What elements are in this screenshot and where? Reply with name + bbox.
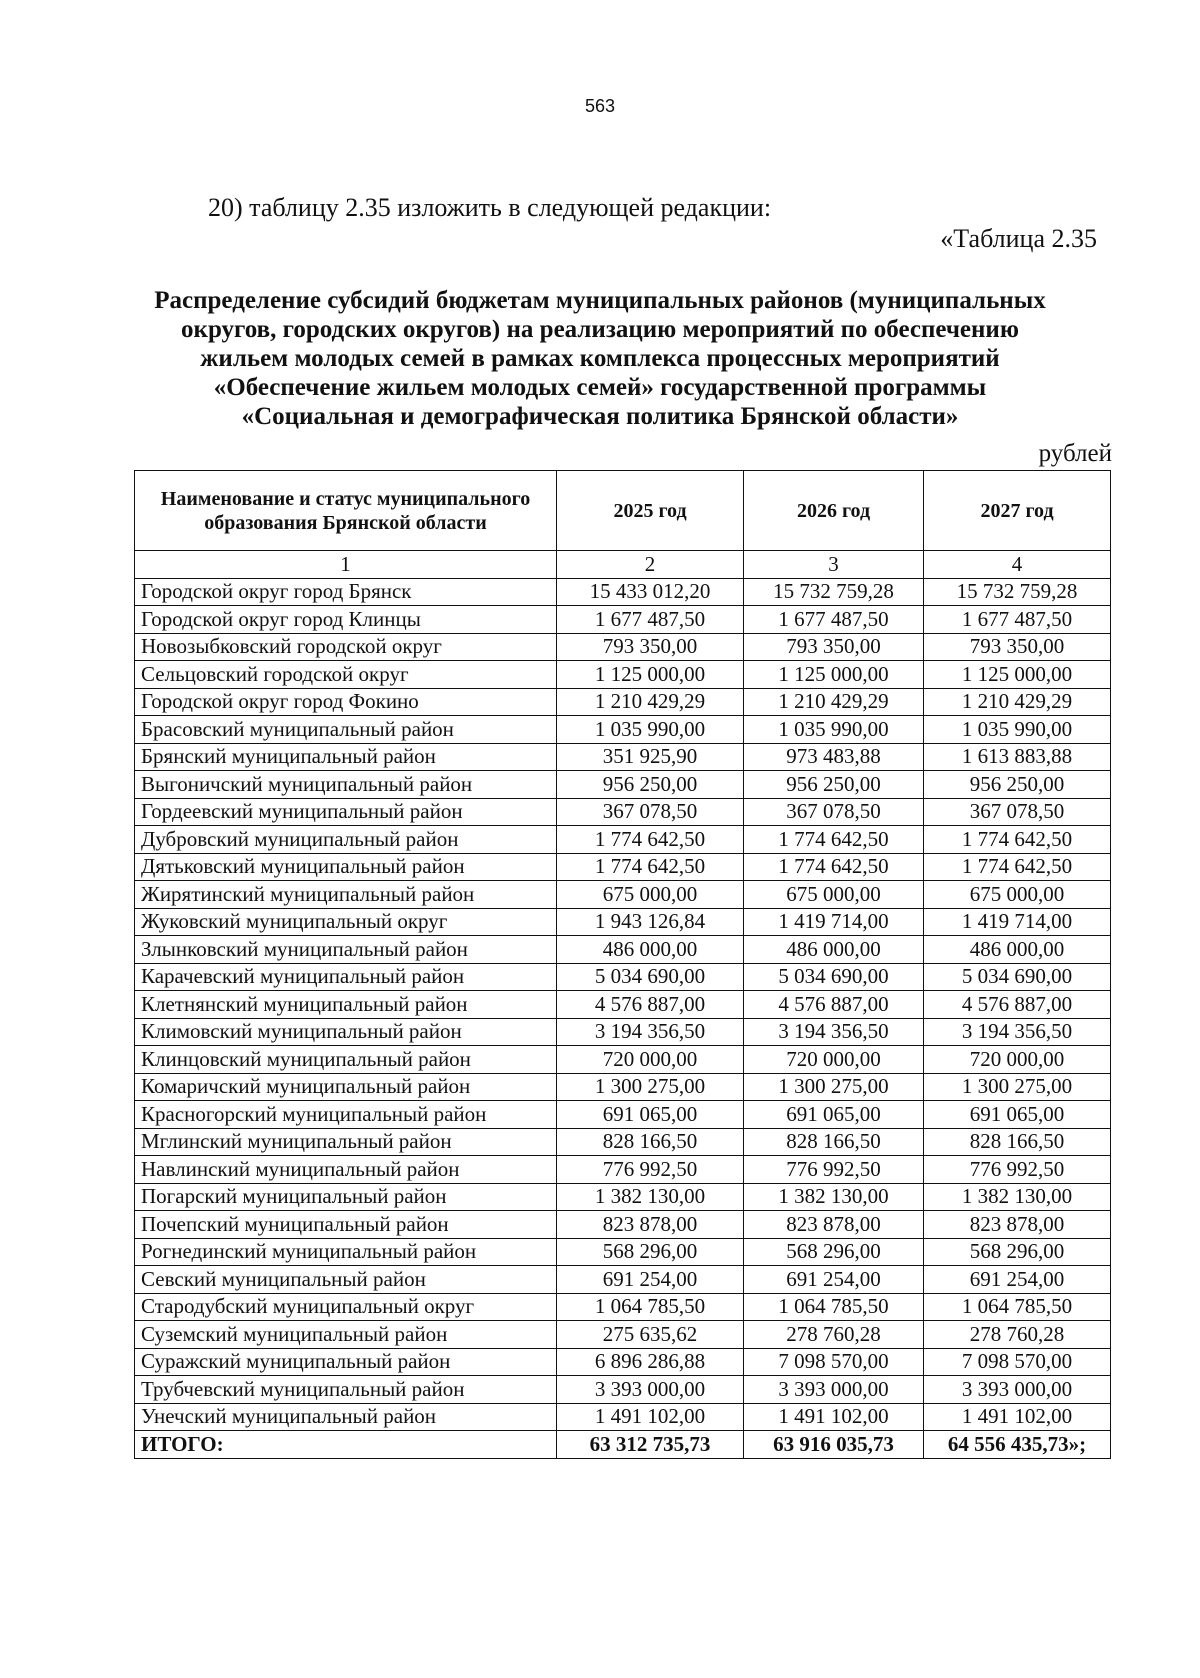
- table-header-row: [135, 471, 1111, 551]
- table-row: [135, 1183, 1111, 1211]
- title-line: «Обеспечение жильем молодых семей» государственной программы: [213, 374, 987, 401]
- row-municipality: Климовский муниципальный район: [135, 1018, 557, 1046]
- row-value-2027: 486 000,00: [924, 936, 1111, 964]
- row-municipality: Сельцовский городской округ: [135, 661, 557, 689]
- row-value-2025: 1 677 487,50: [557, 606, 744, 634]
- row-value-2025: 1 382 130,00: [557, 1183, 744, 1211]
- row-value-2026: 691 254,00: [744, 1266, 924, 1294]
- row-value-2025: 351 925,90: [557, 743, 744, 771]
- row-value-2026: 691 065,00: [744, 1101, 924, 1129]
- row-municipality: Клетнянский муниципальный район: [135, 991, 557, 1019]
- row-value-2026: 4 576 887,00: [744, 991, 924, 1019]
- row-value-2027: 5 034 690,00: [924, 963, 1111, 991]
- table-row: [135, 1211, 1111, 1239]
- document-title: [80, 286, 1120, 431]
- row-value-2026: 973 483,88: [744, 743, 924, 771]
- table-row: [135, 1348, 1111, 1376]
- row-value-2026: 1 125 000,00: [744, 661, 924, 689]
- table-row: [135, 908, 1111, 936]
- table-reference: «Таблица 2.35: [940, 224, 1097, 253]
- row-municipality: Новозыбковский городской округ: [135, 633, 557, 661]
- table-row: [135, 633, 1111, 661]
- column-index: 3: [744, 551, 924, 579]
- title-line: округов, городских округов) на реализацию мероприятий по обеспечению: [181, 316, 1019, 343]
- table-row: [135, 606, 1111, 634]
- row-value-2025: 5 034 690,00: [557, 963, 744, 991]
- row-value-2026: 1 774 642,50: [744, 853, 924, 881]
- row-value-2025: 1 300 275,00: [557, 1073, 744, 1101]
- table-row: [135, 688, 1111, 716]
- table-row: [135, 1321, 1111, 1349]
- row-value-2025: 3 393 000,00: [557, 1376, 744, 1404]
- row-municipality: Суражский муниципальный район: [135, 1348, 557, 1376]
- row-municipality: Городской округ город Фокино: [135, 688, 557, 716]
- row-value-2025: 1 210 429,29: [557, 688, 744, 716]
- table-row: [135, 936, 1111, 964]
- column-index-row: [135, 551, 1111, 579]
- column-index: 2: [557, 551, 744, 579]
- row-municipality: Жуковский муниципальный округ: [135, 908, 557, 936]
- row-value-2026: 3 393 000,00: [744, 1376, 924, 1404]
- row-value-2025: 15 433 012,20: [557, 578, 744, 606]
- row-value-2026: 776 992,50: [744, 1156, 924, 1184]
- row-value-2027: 1 300 275,00: [924, 1073, 1111, 1101]
- table-row: [135, 1046, 1111, 1074]
- table-row: [135, 1266, 1111, 1294]
- row-value-2027: 823 878,00: [924, 1211, 1111, 1239]
- row-value-2027: 15 732 759,28: [924, 578, 1111, 606]
- table-row: [135, 853, 1111, 881]
- row-municipality: Комаричский муниципальный район: [135, 1073, 557, 1101]
- row-municipality: Клинцовский муниципальный район: [135, 1046, 557, 1074]
- row-value-2025: 568 296,00: [557, 1238, 744, 1266]
- row-value-2027: 1 613 883,88: [924, 743, 1111, 771]
- row-value-2027: 1 382 130,00: [924, 1183, 1111, 1211]
- total-row: [135, 1431, 1111, 1459]
- row-value-2027: 1 774 642,50: [924, 853, 1111, 881]
- table-row: [135, 1403, 1111, 1431]
- row-value-2026: 367 078,50: [744, 798, 924, 826]
- table-row: [135, 1293, 1111, 1321]
- table-row: [135, 661, 1111, 689]
- row-municipality: Унечский муниципальный район: [135, 1403, 557, 1431]
- row-value-2027: 1 774 642,50: [924, 826, 1111, 854]
- header-2026: 2026 год: [744, 471, 924, 551]
- row-value-2026: 1 419 714,00: [744, 908, 924, 936]
- row-value-2026: 1 300 275,00: [744, 1073, 924, 1101]
- row-value-2027: 793 350,00: [924, 633, 1111, 661]
- row-municipality: Городской округ город Клинцы: [135, 606, 557, 634]
- row-municipality: Суземский муниципальный район: [135, 1321, 557, 1349]
- row-value-2026: 568 296,00: [744, 1238, 924, 1266]
- row-municipality: Гордеевский муниципальный район: [135, 798, 557, 826]
- row-value-2027: 568 296,00: [924, 1238, 1111, 1266]
- row-value-2027: 1 677 487,50: [924, 606, 1111, 634]
- row-municipality: Дятьковский муниципальный район: [135, 853, 557, 881]
- row-value-2026: 1 064 785,50: [744, 1293, 924, 1321]
- row-value-2027: 691 065,00: [924, 1101, 1111, 1129]
- row-municipality: Выгоничский муниципальный район: [135, 771, 557, 799]
- row-municipality: Мглинский муниципальный район: [135, 1128, 557, 1156]
- row-municipality: Навлинский муниципальный район: [135, 1156, 557, 1184]
- total-2027: 64 556 435,73»;: [924, 1431, 1111, 1459]
- row-municipality: Трубчевский муниципальный район: [135, 1376, 557, 1404]
- row-value-2026: 1 210 429,29: [744, 688, 924, 716]
- header-2027: 2027 год: [924, 471, 1111, 551]
- table-row: [135, 1101, 1111, 1129]
- row-value-2026: 675 000,00: [744, 881, 924, 909]
- row-value-2025: 3 194 356,50: [557, 1018, 744, 1046]
- row-municipality: Злынковский муниципальный район: [135, 936, 557, 964]
- row-value-2025: 1 491 102,00: [557, 1403, 744, 1431]
- total-2026: 63 916 035,73: [744, 1431, 924, 1459]
- row-value-2026: 278 760,28: [744, 1321, 924, 1349]
- title-line: жильем молодых семей в рамках комплекса процессных мероприятий: [200, 345, 1000, 372]
- table-row: [135, 1018, 1111, 1046]
- row-value-2027: 675 000,00: [924, 881, 1111, 909]
- row-value-2026: 15 732 759,28: [744, 578, 924, 606]
- row-value-2027: 956 250,00: [924, 771, 1111, 799]
- row-value-2027: 720 000,00: [924, 1046, 1111, 1074]
- row-municipality: Красногорский муниципальный район: [135, 1101, 557, 1129]
- row-municipality: Дубровский муниципальный район: [135, 826, 557, 854]
- row-value-2027: 1 210 429,29: [924, 688, 1111, 716]
- table-row: [135, 963, 1111, 991]
- row-municipality: Рогнединский муниципальный район: [135, 1238, 557, 1266]
- row-value-2025: 1 125 000,00: [557, 661, 744, 689]
- row-value-2025: 6 896 286,88: [557, 1348, 744, 1376]
- table-row: [135, 826, 1111, 854]
- page-number: 563: [584, 96, 616, 116]
- title-line: Распределение субсидий бюджетам муниципальных районов (муниципальных: [154, 287, 1046, 314]
- table-row: [135, 1128, 1111, 1156]
- table-row: [135, 771, 1111, 799]
- row-value-2025: 275 635,62: [557, 1321, 744, 1349]
- table-body: [135, 551, 1111, 1459]
- row-value-2026: 7 098 570,00: [744, 1348, 924, 1376]
- row-value-2027: 7 098 570,00: [924, 1348, 1111, 1376]
- table-row: [135, 991, 1111, 1019]
- column-index: 4: [924, 551, 1111, 579]
- row-value-2025: 793 350,00: [557, 633, 744, 661]
- header-municipality: Наименование и статус муниципального образования Брянской области: [135, 471, 557, 551]
- title-line: «Социальная и демографическая политика Брянской области»: [241, 403, 959, 430]
- table-row: [135, 578, 1111, 606]
- row-value-2027: 3 194 356,50: [924, 1018, 1111, 1046]
- subsidy-table: [134, 470, 1111, 1459]
- table-row: [135, 1238, 1111, 1266]
- row-value-2026: 1 677 487,50: [744, 606, 924, 634]
- table-row: [135, 743, 1111, 771]
- row-value-2026: 1 035 990,00: [744, 716, 924, 744]
- row-value-2025: 1 064 785,50: [557, 1293, 744, 1321]
- row-value-2025: 828 166,50: [557, 1128, 744, 1156]
- row-value-2027: 691 254,00: [924, 1266, 1111, 1294]
- table-row: [135, 1376, 1111, 1404]
- row-municipality: Стародубский муниципальный округ: [135, 1293, 557, 1321]
- row-value-2026: 828 166,50: [744, 1128, 924, 1156]
- row-value-2027: 1 035 990,00: [924, 716, 1111, 744]
- row-value-2027: 278 760,28: [924, 1321, 1111, 1349]
- row-value-2027: 1 064 785,50: [924, 1293, 1111, 1321]
- row-municipality: Почепский муниципальный район: [135, 1211, 557, 1239]
- row-value-2025: 720 000,00: [557, 1046, 744, 1074]
- row-value-2026: 956 250,00: [744, 771, 924, 799]
- row-value-2027: 776 992,50: [924, 1156, 1111, 1184]
- row-municipality: Погарский муниципальный район: [135, 1183, 557, 1211]
- row-value-2027: 4 576 887,00: [924, 991, 1111, 1019]
- table-row: [135, 716, 1111, 744]
- row-value-2027: 828 166,50: [924, 1128, 1111, 1156]
- row-municipality: Карачевский муниципальный район: [135, 963, 557, 991]
- row-value-2026: 5 034 690,00: [744, 963, 924, 991]
- row-value-2025: 691 254,00: [557, 1266, 744, 1294]
- row-municipality: Брянский муниципальный район: [135, 743, 557, 771]
- row-value-2026: 1 491 102,00: [744, 1403, 924, 1431]
- row-value-2025: 1 774 642,50: [557, 826, 744, 854]
- row-value-2025: 4 576 887,00: [557, 991, 744, 1019]
- row-value-2026: 486 000,00: [744, 936, 924, 964]
- row-value-2025: 1 035 990,00: [557, 716, 744, 744]
- row-value-2026: 1 774 642,50: [744, 826, 924, 854]
- row-value-2026: 3 194 356,50: [744, 1018, 924, 1046]
- column-index: 1: [135, 551, 557, 579]
- row-value-2026: 793 350,00: [744, 633, 924, 661]
- row-municipality: Жирятинский муниципальный район: [135, 881, 557, 909]
- table-row: [135, 1073, 1111, 1101]
- row-value-2026: 1 382 130,00: [744, 1183, 924, 1211]
- table-row: [135, 1156, 1111, 1184]
- header-2025: 2025 год: [557, 471, 744, 551]
- row-value-2025: 367 078,50: [557, 798, 744, 826]
- total-2025: 63 312 735,73: [557, 1431, 744, 1459]
- instruction-text: 20) таблицу 2.35 изложить в следующей редакции:: [208, 193, 772, 222]
- row-value-2025: 1 943 126,84: [557, 908, 744, 936]
- row-value-2025: 823 878,00: [557, 1211, 744, 1239]
- row-value-2025: 486 000,00: [557, 936, 744, 964]
- row-value-2027: 367 078,50: [924, 798, 1111, 826]
- row-value-2026: 823 878,00: [744, 1211, 924, 1239]
- row-municipality: Брасовский муниципальный район: [135, 716, 557, 744]
- row-value-2025: 675 000,00: [557, 881, 744, 909]
- row-value-2025: 1 774 642,50: [557, 853, 744, 881]
- row-value-2025: 956 250,00: [557, 771, 744, 799]
- row-value-2025: 691 065,00: [557, 1101, 744, 1129]
- table-row: [135, 881, 1111, 909]
- row-value-2027: 3 393 000,00: [924, 1376, 1111, 1404]
- units-label: рублей: [1038, 440, 1112, 467]
- row-value-2027: 1 125 000,00: [924, 661, 1111, 689]
- row-value-2027: 1 491 102,00: [924, 1403, 1111, 1431]
- row-value-2025: 776 992,50: [557, 1156, 744, 1184]
- row-municipality: Городской округ город Брянск: [135, 578, 557, 606]
- row-value-2026: 720 000,00: [744, 1046, 924, 1074]
- row-value-2027: 1 419 714,00: [924, 908, 1111, 936]
- table-row: [135, 798, 1111, 826]
- row-municipality: Севский муниципальный район: [135, 1266, 557, 1294]
- total-label: ИТОГО:: [135, 1431, 557, 1459]
